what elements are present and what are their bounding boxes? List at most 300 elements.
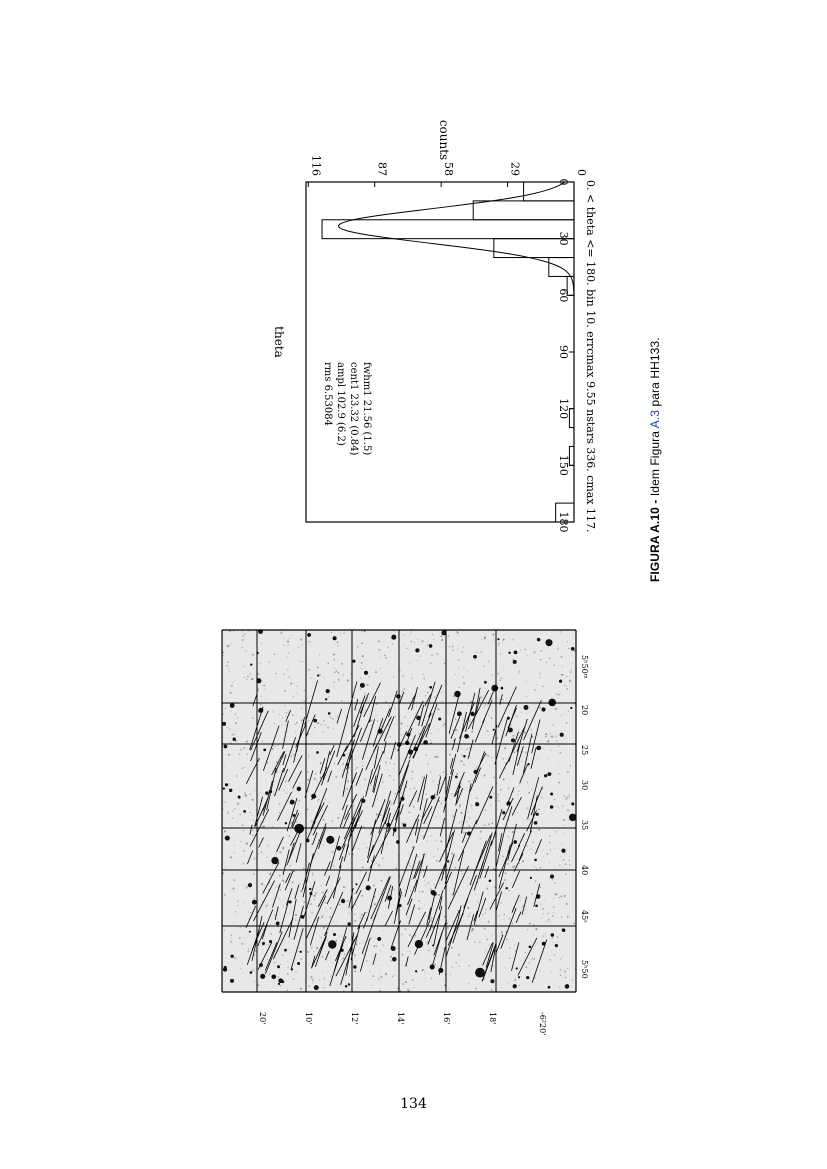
sky-noise-speck — [283, 674, 284, 675]
sky-noise-speck — [479, 754, 480, 755]
sky-noise-speck — [559, 865, 561, 867]
sky-noise-speck — [504, 762, 505, 763]
sky-noise-speck — [422, 830, 423, 831]
sky-noise-speck — [560, 974, 562, 976]
sky-noise-speck — [566, 688, 568, 690]
sky-noise-speck — [410, 890, 411, 891]
sky-noise-speck — [419, 891, 420, 892]
sky-noise-speck — [553, 906, 555, 908]
sky-noise-speck — [374, 757, 375, 758]
sky-noise-speck — [302, 661, 303, 662]
sky-noise-speck — [284, 705, 286, 707]
figure-reference-link[interactable]: A.3 — [648, 409, 662, 429]
sky-noise-speck — [426, 754, 427, 755]
sky-noise-speck — [393, 763, 395, 765]
sky-noise-speck — [455, 718, 457, 720]
star — [548, 986, 551, 989]
sky-noise-speck — [298, 804, 299, 805]
sky-noise-speck — [283, 880, 285, 882]
sky-noise-speck — [521, 782, 522, 783]
sky-noise-speck — [282, 847, 284, 849]
sky-noise-speck — [282, 718, 283, 719]
star — [475, 802, 479, 806]
sky-noise-speck — [304, 690, 306, 692]
sky-noise-speck — [403, 688, 405, 690]
sky-noise-speck — [545, 728, 546, 729]
sky-noise-speck — [389, 775, 391, 777]
sky-noise-speck — [292, 714, 294, 716]
sky-noise-speck — [407, 916, 409, 918]
sky-noise-speck — [560, 856, 561, 857]
sky-noise-speck — [555, 708, 557, 710]
sky-noise-speck — [441, 692, 442, 693]
sky-noise-speck — [479, 941, 481, 943]
sky-noise-speck — [265, 698, 266, 699]
sky-noise-speck — [422, 891, 424, 893]
sky-noise-speck — [411, 936, 413, 938]
sky-noise-speck — [244, 792, 246, 794]
star — [569, 814, 576, 821]
sky-noise-speck — [224, 894, 226, 896]
star — [353, 965, 356, 968]
sky-noise-speck — [319, 654, 320, 655]
sky-noise-speck — [551, 736, 553, 738]
sky-noise-speck — [307, 779, 309, 781]
sky-noise-speck — [264, 689, 265, 690]
star — [537, 638, 541, 642]
sky-noise-speck — [498, 794, 499, 795]
sky-noise-speck — [377, 720, 378, 721]
sky-noise-speck — [298, 951, 299, 952]
sky-noise-speck — [272, 748, 274, 750]
sky-noise-speck — [549, 658, 551, 660]
sky-noise-speck — [567, 915, 568, 916]
sky-noise-speck — [331, 632, 332, 633]
star — [475, 968, 485, 978]
sky-noise-speck — [358, 848, 359, 849]
sky-noise-speck — [376, 774, 377, 775]
sky-noise-speck — [344, 954, 345, 955]
sky-noise-speck — [456, 729, 457, 730]
sky-noise-speck — [567, 809, 569, 811]
sky-noise-speck — [394, 793, 395, 794]
sky-noise-speck — [385, 764, 386, 765]
sky-noise-speck — [395, 748, 397, 750]
sky-noise-speck — [339, 903, 341, 905]
sky-noise-speck — [503, 914, 505, 916]
sky-noise-speck — [492, 823, 494, 825]
sky-noise-speck — [476, 797, 477, 798]
sky-noise-speck — [534, 721, 535, 722]
sky-noise-speck — [523, 808, 524, 809]
sky-noise-speck — [556, 740, 557, 741]
sky-noise-speck — [228, 645, 230, 647]
sky-noise-speck — [461, 812, 463, 814]
sky-noise-speck — [352, 796, 353, 797]
sky-noise-speck — [287, 967, 289, 969]
sky-noise-speck — [564, 833, 565, 834]
sky-noise-speck — [498, 800, 500, 802]
sky-noise-speck — [352, 881, 353, 882]
sky-noise-speck — [463, 720, 464, 721]
star — [300, 951, 302, 953]
sky-noise-speck — [378, 640, 380, 642]
star — [271, 974, 276, 979]
sky-noise-speck — [417, 855, 419, 857]
sky-noise-speck — [251, 678, 253, 680]
sky-noise-speck — [232, 810, 233, 811]
sky-noise-speck — [519, 783, 521, 785]
star — [536, 813, 539, 816]
sky-noise-speck — [485, 937, 486, 938]
star — [473, 655, 477, 659]
star — [377, 937, 381, 941]
sky-noise-speck — [236, 775, 237, 776]
sky-noise-speck — [537, 757, 538, 758]
sky-noise-speck — [430, 733, 431, 734]
sky-noise-speck — [359, 820, 360, 821]
sky-noise-speck — [298, 799, 300, 801]
sky-noise-speck — [569, 680, 571, 682]
sky-noise-speck — [479, 838, 481, 840]
sky-noise-speck — [279, 803, 281, 805]
sky-noise-speck — [392, 923, 393, 924]
sky-noise-speck — [385, 860, 386, 861]
sky-noise-speck — [309, 904, 310, 905]
sky-noise-speck — [521, 761, 522, 762]
sky-noise-speck — [299, 765, 300, 766]
sky-noise-speck — [308, 641, 310, 643]
sky-noise-speck — [529, 923, 531, 925]
sky-noise-speck — [368, 788, 369, 789]
star — [263, 749, 266, 752]
sky-noise-speck — [329, 916, 331, 918]
sky-noise-speck — [360, 871, 361, 872]
sky-noise-speck — [540, 904, 541, 905]
sky-noise-speck — [298, 647, 299, 648]
sky-noise-speck — [223, 766, 224, 767]
sky-noise-speck — [239, 937, 241, 939]
fit-statistic-line: ampl 102.9 (6.2) — [335, 362, 346, 446]
x-tick-label: 60 — [557, 288, 570, 303]
sky-noise-speck — [507, 982, 509, 984]
sky-noise-speck — [420, 860, 421, 861]
sky-noise-speck — [501, 931, 503, 933]
sky-noise-speck — [248, 948, 249, 949]
sky-noise-speck — [468, 825, 470, 827]
sky-noise-speck — [512, 758, 513, 759]
sky-noise-speck — [283, 645, 284, 646]
sky-noise-speck — [348, 853, 350, 855]
sky-noise-speck — [253, 873, 255, 875]
y-tick-label: 0 — [575, 169, 588, 176]
sky-noise-speck — [474, 659, 475, 660]
sky-noise-speck — [524, 952, 525, 953]
sky-noise-speck — [540, 867, 541, 868]
sky-noise-speck — [439, 883, 440, 884]
sky-noise-speck — [487, 730, 489, 732]
sky-noise-speck — [497, 673, 499, 675]
sky-noise-speck — [571, 669, 572, 670]
sky-noise-speck — [563, 714, 564, 715]
sky-noise-speck — [230, 692, 232, 694]
sky-noise-speck — [506, 698, 507, 699]
sky-noise-speck — [410, 631, 412, 633]
sky-noise-speck — [264, 935, 265, 936]
sky-noise-speck — [467, 907, 469, 909]
sky-noise-speck — [311, 843, 313, 845]
sky-noise-speck — [372, 975, 374, 977]
sky-noise-speck — [402, 983, 404, 985]
sky-noise-speck — [357, 767, 359, 769]
sky-noise-speck — [301, 719, 303, 721]
star — [285, 822, 287, 824]
sky-noise-speck — [357, 646, 359, 648]
sky-noise-speck — [289, 865, 291, 867]
sky-noise-speck — [507, 826, 508, 827]
right-ascension-tick-labels — [580, 655, 589, 979]
sky-noise-speck — [245, 650, 247, 652]
sky-noise-speck — [283, 638, 284, 639]
sky-noise-speck — [333, 654, 335, 656]
sky-noise-speck — [471, 930, 473, 932]
sky-noise-speck — [526, 807, 528, 809]
sky-noise-speck — [430, 977, 432, 979]
star — [314, 985, 319, 990]
star — [550, 874, 554, 878]
sky-noise-speck — [243, 747, 245, 749]
sky-noise-speck — [330, 975, 332, 977]
gaussian-fit-curve — [338, 182, 574, 314]
sky-noise-speck — [505, 872, 507, 874]
sky-noise-speck — [534, 818, 535, 819]
sky-noise-speck — [295, 723, 297, 725]
sky-noise-speck — [544, 933, 546, 935]
sky-noise-speck — [411, 641, 413, 643]
sky-noise-speck — [282, 954, 283, 955]
sky-noise-speck — [233, 734, 235, 736]
sky-noise-speck — [566, 722, 568, 724]
sky-noise-speck — [538, 829, 540, 831]
sky-noise-speck — [269, 861, 270, 862]
sky-noise-speck — [492, 674, 493, 675]
sky-noise-speck — [232, 817, 233, 818]
sky-noise-speck — [538, 809, 540, 811]
sky-noise-speck — [474, 752, 475, 753]
sky-noise-speck — [392, 976, 393, 977]
sky-noise-speck — [516, 716, 517, 717]
sky-noise-speck — [459, 966, 460, 967]
sky-noise-speck — [254, 788, 255, 789]
sky-noise-speck — [307, 809, 309, 811]
sky-noise-speck — [237, 717, 239, 719]
sky-noise-speck — [484, 912, 486, 914]
sky-noise-speck — [401, 934, 403, 936]
sky-noise-speck — [418, 828, 419, 829]
sky-noise-speck — [338, 679, 340, 681]
sky-noise-speck — [250, 912, 251, 913]
sky-noise-speck — [416, 706, 417, 707]
sky-noise-speck — [376, 813, 378, 815]
sky-noise-speck — [327, 830, 328, 831]
sky-noise-speck — [252, 830, 254, 832]
star — [224, 745, 228, 749]
sky-noise-speck — [303, 901, 305, 903]
sky-noise-speck — [409, 951, 410, 952]
sky-noise-speck — [543, 748, 544, 749]
star — [392, 957, 397, 962]
sky-noise-speck — [438, 729, 439, 730]
sky-noise-speck — [354, 920, 356, 922]
sky-noise-speck — [323, 677, 325, 679]
sky-noise-speck — [320, 724, 321, 725]
sky-noise-speck — [435, 816, 436, 817]
star — [438, 717, 441, 720]
star — [313, 719, 317, 723]
sky-noise-speck — [325, 908, 326, 909]
sky-noise-speck — [296, 693, 297, 694]
sky-noise-speck — [542, 850, 543, 851]
sky-noise-speck — [385, 973, 387, 975]
sky-noise-speck — [402, 954, 404, 956]
sky-noise-speck — [550, 733, 551, 734]
sky-noise-speck — [379, 657, 380, 658]
star — [570, 707, 572, 709]
sky-noise-speck — [394, 832, 395, 833]
sky-noise-speck — [279, 875, 280, 876]
star — [250, 663, 252, 665]
sky-noise-speck — [362, 765, 363, 766]
sky-noise-speck — [287, 961, 288, 962]
sky-noise-speck — [293, 754, 295, 756]
sky-noise-speck — [279, 714, 280, 715]
sky-noise-speck — [402, 690, 403, 691]
x-tick-label: 30 — [557, 231, 570, 246]
sky-noise-speck — [362, 866, 364, 868]
sky-noise-speck — [356, 709, 358, 711]
sky-noise-speck — [382, 857, 384, 859]
star — [233, 738, 236, 741]
sky-noise-speck — [413, 987, 414, 988]
sky-noise-speck — [524, 649, 526, 651]
sky-noise-speck — [476, 766, 477, 767]
sky-noise-speck — [412, 979, 414, 981]
sky-noise-speck — [551, 972, 552, 973]
sky-noise-speck — [252, 654, 254, 656]
sky-noise-speck — [225, 866, 226, 867]
sky-noise-speck — [475, 767, 477, 769]
sky-noise-speck — [292, 881, 294, 883]
sky-noise-speck — [282, 724, 283, 725]
sky-noise-speck — [451, 793, 452, 794]
sky-noise-speck — [554, 848, 555, 849]
sky-noise-speck — [281, 632, 283, 634]
sky-noise-speck — [239, 927, 241, 929]
sky-noise-speck — [394, 975, 395, 976]
ra-tick-label: 30 — [580, 780, 589, 791]
sky-noise-speck — [458, 953, 459, 954]
sky-noise-speck — [327, 911, 328, 912]
sky-noise-speck — [547, 913, 548, 914]
sky-noise-speck — [563, 956, 564, 957]
sky-noise-speck — [263, 929, 264, 930]
sky-noise-speck — [237, 915, 238, 916]
star — [545, 639, 552, 646]
sky-noise-speck — [248, 808, 249, 809]
sky-noise-speck — [534, 867, 535, 868]
sky-noise-speck — [366, 912, 368, 914]
sky-noise-speck — [243, 830, 244, 831]
sky-noise-speck — [447, 927, 449, 929]
sky-noise-speck — [325, 799, 326, 800]
sky-noise-speck — [395, 868, 397, 870]
star — [560, 733, 564, 737]
sky-noise-speck — [267, 857, 268, 858]
sky-noise-speck — [488, 660, 490, 662]
x-tick-label: 120 — [557, 398, 570, 420]
sky-noise-speck — [345, 791, 346, 792]
sky-noise-speck — [291, 635, 292, 636]
sky-noise-speck — [275, 673, 276, 674]
sky-noise-speck — [429, 758, 430, 759]
sky-noise-speck — [509, 947, 511, 949]
sky-noise-speck — [485, 704, 486, 705]
sky-noise-speck — [311, 912, 313, 914]
sky-noise-speck — [290, 683, 292, 685]
star — [278, 978, 283, 983]
sky-noise-speck — [310, 976, 312, 978]
star — [243, 810, 246, 813]
sky-noise-speck — [414, 934, 416, 936]
sky-noise-speck — [451, 947, 453, 949]
sky-noise-speck — [558, 830, 559, 831]
star — [341, 899, 345, 903]
sky-noise-speck — [314, 895, 316, 897]
sky-noise-speck — [475, 988, 477, 990]
sky-noise-speck — [567, 916, 569, 918]
sky-noise-speck — [297, 759, 298, 760]
sky-noise-speck — [484, 638, 486, 640]
sky-noise-speck — [348, 912, 350, 914]
sky-noise-speck — [261, 696, 262, 697]
sky-noise-speck — [360, 689, 361, 690]
sky-noise-speck — [488, 715, 489, 716]
sky-noise-speck — [327, 726, 329, 728]
sky-noise-speck — [366, 807, 367, 808]
star — [550, 805, 554, 809]
sky-noise-speck — [307, 720, 309, 722]
sky-noise-speck — [554, 954, 556, 956]
sky-noise-speck — [289, 835, 291, 837]
sky-noise-speck — [241, 824, 243, 826]
sky-noise-speck — [560, 895, 562, 897]
sky-noise-speck — [486, 754, 488, 756]
sky-noise-speck — [420, 656, 421, 657]
sky-noise-speck — [499, 699, 500, 700]
sky-noise-speck — [537, 820, 538, 821]
ra-tick-label: 45ˢ — [580, 910, 589, 923]
sky-noise-speck — [223, 655, 224, 656]
sky-noise-speck — [285, 781, 287, 783]
sky-noise-speck — [328, 696, 329, 697]
sky-noise-speck — [394, 889, 396, 891]
star — [505, 887, 507, 889]
sky-noise-speck — [558, 897, 559, 898]
sky-noise-speck — [329, 716, 331, 718]
sky-noise-speck — [551, 651, 552, 652]
sky-noise-speck — [565, 798, 567, 800]
star — [447, 860, 449, 862]
